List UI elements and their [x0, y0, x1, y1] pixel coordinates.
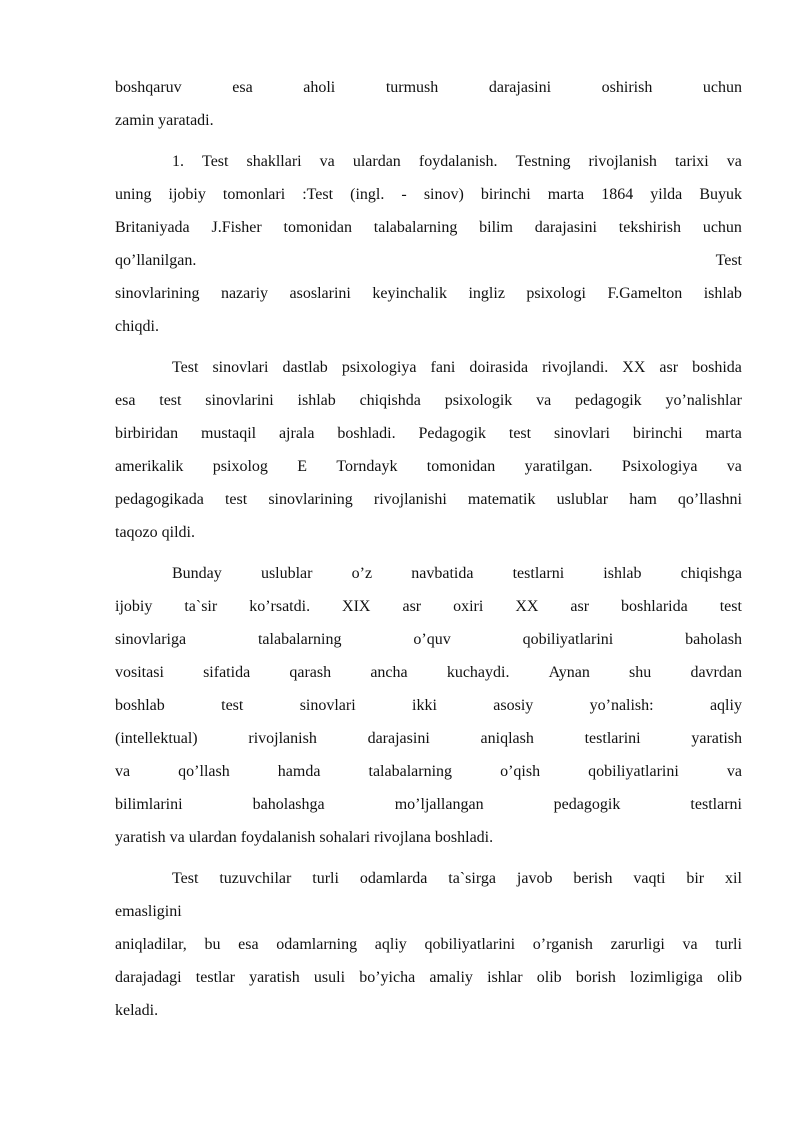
word: uslublar: [260, 565, 313, 582]
word: talabalarning: [373, 219, 458, 236]
word: oshirish: [601, 79, 653, 96]
word: ishlab: [297, 392, 336, 409]
word: uchun: [702, 219, 742, 236]
word: Bunday: [172, 565, 222, 582]
word: va: [726, 458, 742, 475]
word: yaratish: [691, 730, 742, 747]
word: rivojlanishi: [373, 491, 447, 508]
word: psixolog: [212, 458, 268, 475]
word: berish: [573, 870, 613, 887]
word: foydalanish.: [418, 153, 498, 170]
word: boshlab: [115, 697, 165, 714]
word: o’qish: [500, 763, 541, 780]
word: bilimlarini: [115, 796, 183, 813]
word: turli: [715, 936, 742, 953]
word: talabalarning: [257, 631, 342, 648]
word: davrdan: [690, 664, 742, 681]
word: amerikalik: [115, 458, 184, 475]
text-line: yaratish va ulardan foydalanish sohalari rivojlana boshladi.: [115, 829, 494, 846]
word: bir: [686, 870, 705, 887]
text-line: [115, 184, 742, 206]
text-line: [115, 283, 742, 305]
word: sinov): [423, 186, 464, 203]
word: 1.: [172, 153, 184, 170]
word: testlar: [195, 969, 235, 986]
word: asosiy: [493, 697, 534, 714]
word: sinovlarini: [205, 392, 274, 409]
word: darajasini: [488, 79, 552, 96]
word: navbatida: [411, 565, 474, 582]
word: ishlar: [487, 969, 523, 986]
word: keyinchalik: [372, 285, 447, 302]
word: test: [719, 598, 742, 615]
word: yaratish: [249, 969, 300, 986]
word: chiqishga: [680, 565, 742, 582]
word: o’rganish: [532, 936, 593, 953]
word: bu: [204, 936, 221, 953]
word: qarash: [289, 664, 332, 681]
word: ishlab: [603, 565, 642, 582]
word: sinovlari: [553, 425, 610, 442]
word: marta: [547, 186, 585, 203]
text-line: [115, 728, 742, 750]
word: hamda: [277, 763, 321, 780]
word: pedagogik: [575, 392, 642, 409]
text-line: [115, 662, 742, 684]
word: qobiliyatlarini: [588, 763, 679, 780]
word: Psixologiya: [621, 458, 698, 475]
word: yaratilgan.: [524, 458, 593, 475]
word: (ingl.: [350, 186, 385, 203]
word: qobiliyatlarini: [522, 631, 614, 648]
word: sinovlari: [299, 697, 356, 714]
word: ancha: [370, 664, 408, 681]
word: oxiri: [453, 598, 484, 615]
word: darajasini: [367, 730, 430, 747]
word: Aynan: [548, 664, 590, 681]
word: va: [682, 936, 698, 953]
word: tekshirish: [618, 219, 681, 236]
word: nazariy: [220, 285, 269, 302]
word: esa: [238, 936, 259, 953]
word: boshlarida: [621, 598, 688, 615]
word: turmush: [385, 79, 439, 96]
text-line: chiqdi.: [115, 318, 159, 335]
word: uslublar: [556, 491, 609, 508]
word: Britaniyada: [115, 219, 190, 236]
word: 1864: [601, 186, 634, 203]
word: baholashga: [252, 796, 325, 813]
word: Testning: [515, 153, 571, 170]
word: va: [115, 763, 131, 780]
word: pedagogikada: [115, 491, 204, 508]
word: turli: [312, 870, 339, 887]
text-line: [115, 629, 742, 651]
word: ikki: [412, 697, 437, 714]
word: javob: [516, 870, 553, 887]
word: rivojlanish: [248, 730, 317, 747]
word: tomonidan: [426, 458, 496, 475]
word: Test: [202, 153, 229, 170]
word: XX: [622, 359, 646, 376]
word: Pedagogik: [418, 425, 486, 442]
word: aholi: [303, 79, 336, 96]
word: psixologi: [526, 285, 586, 302]
word: ulardan: [352, 153, 401, 170]
word: qo’llashni: [677, 491, 742, 508]
word: Torndayk: [336, 458, 398, 475]
word: xil: [725, 870, 742, 887]
word: test: [221, 697, 244, 714]
word: vaqti: [633, 870, 666, 887]
word: Test: [715, 252, 742, 269]
word: sifatida: [203, 664, 251, 681]
text-line: [172, 357, 742, 379]
word: :Test: [302, 186, 334, 203]
word: odamlarda: [359, 870, 428, 887]
word: psixologiya: [341, 359, 417, 376]
word: tarixi: [674, 153, 709, 170]
word: uchun: [702, 79, 742, 96]
word: ta`sirga: [448, 870, 496, 887]
word: qo’llash: [178, 763, 230, 780]
word: va: [319, 153, 335, 170]
word: mo’ljallangan: [394, 796, 484, 813]
word: dastlab: [282, 359, 328, 376]
word: aqliy: [709, 697, 742, 714]
word: aniqlash: [480, 730, 534, 747]
text-line: [172, 151, 742, 173]
word: va: [726, 763, 742, 780]
word: birinchi: [480, 186, 531, 203]
word: aniqladilar,: [115, 936, 187, 953]
word: testlarini: [584, 730, 641, 747]
word: test: [159, 392, 182, 409]
word: bo’yicha: [359, 969, 416, 986]
text-line: [115, 695, 742, 717]
word: XIX: [342, 598, 371, 615]
word: birinchi: [632, 425, 683, 442]
word: chiqishda: [359, 392, 421, 409]
word: qo’llanilgan.: [115, 252, 197, 269]
text-line: zamin yaratadi.: [115, 112, 214, 129]
word: kuchaydi.: [446, 664, 510, 681]
word: rivojlandi.: [542, 359, 609, 376]
word: sinovlarining: [268, 491, 353, 508]
word: -: [401, 186, 407, 203]
word: F.Gamelton: [607, 285, 683, 302]
word: boshida: [692, 359, 742, 376]
word: pedagogik: [553, 796, 621, 813]
word: testlarni: [512, 565, 565, 582]
word: tomonidan: [283, 219, 352, 236]
word: tomonlari: [222, 186, 286, 203]
word: bilim: [479, 219, 513, 236]
word: marta: [705, 425, 742, 442]
text-line: keladi.: [115, 1002, 159, 1019]
word: mustaqil: [200, 425, 257, 442]
word: boshladi.: [337, 425, 396, 442]
word: esa: [232, 79, 253, 96]
word: olib: [717, 969, 742, 986]
word: odamlarning: [276, 936, 358, 953]
word: ta`sir: [184, 598, 218, 615]
text-line: [115, 77, 742, 99]
word: (intellektual): [115, 730, 198, 747]
word: ijobiy: [168, 186, 206, 203]
word: olib: [536, 969, 562, 986]
text-line: [115, 456, 742, 478]
word: ijobiy: [115, 598, 153, 615]
word: J.Fisher: [211, 219, 262, 236]
word: asoslarini: [289, 285, 351, 302]
word: matematik: [467, 491, 536, 508]
word: amaliy: [429, 969, 473, 986]
text-line: [115, 934, 742, 956]
word: Test: [172, 870, 199, 887]
word: zarurligi: [610, 936, 665, 953]
word: asr: [570, 598, 590, 615]
word: sinovlarining: [115, 285, 200, 302]
text-line: [115, 967, 742, 989]
text-line: [115, 761, 742, 783]
text-line: [172, 563, 742, 585]
word: doirasida: [469, 359, 529, 376]
word: ko’rsatdi.: [249, 598, 311, 615]
text-line: [115, 423, 742, 445]
word: ishlab: [703, 285, 742, 302]
word: va: [536, 392, 552, 409]
word: yilda: [650, 186, 683, 203]
word: shu: [629, 664, 652, 681]
word: yo’nalishlar: [665, 392, 742, 409]
word: ham: [629, 491, 657, 508]
word: sinovlari: [212, 359, 269, 376]
text-line: emasligini: [115, 903, 182, 920]
word: ingliz: [468, 285, 505, 302]
word: borish: [575, 969, 616, 986]
word: baholash: [685, 631, 742, 648]
word: lozimligiga: [630, 969, 703, 986]
word: test: [508, 425, 532, 442]
word: yo’nalish:: [589, 697, 654, 714]
word: Buyuk: [699, 186, 742, 203]
word: o’quv: [413, 631, 451, 648]
word: psixologik: [444, 392, 513, 409]
word: rivojlanish: [588, 153, 657, 170]
word: test: [224, 491, 248, 508]
word: asr: [659, 359, 679, 376]
word: boshqaruv: [115, 79, 182, 96]
text-line: [172, 868, 742, 890]
word: tuzuvchilar: [219, 870, 292, 887]
word: usuli: [313, 969, 346, 986]
word: XX: [515, 598, 539, 615]
word: darajasini: [534, 219, 597, 236]
word: vositasi: [115, 664, 164, 681]
word: birbiridan: [115, 425, 179, 442]
word: uning: [115, 186, 152, 203]
word: o’z: [351, 565, 373, 582]
text-line: [115, 489, 742, 511]
text-line: [115, 250, 742, 272]
word: darajadagi: [115, 969, 182, 986]
word: qobiliyatlarini: [424, 936, 516, 953]
text-line: [115, 217, 742, 239]
word: esa: [115, 392, 136, 409]
word: E: [297, 458, 308, 475]
text-line: taqozo qildi.: [115, 524, 195, 541]
word: fani: [430, 359, 456, 376]
word: shakllari: [246, 153, 302, 170]
word: testlarni: [690, 796, 742, 813]
word: va: [726, 153, 742, 170]
word: talabalarning: [368, 763, 453, 780]
text-line: [115, 596, 742, 618]
word: asr: [402, 598, 422, 615]
word: sinovlariga: [115, 631, 187, 648]
word: aqliy: [374, 936, 407, 953]
word: Test: [172, 359, 199, 376]
text-line: [115, 390, 742, 412]
text-line: [115, 794, 742, 816]
word: ajrala: [278, 425, 315, 442]
